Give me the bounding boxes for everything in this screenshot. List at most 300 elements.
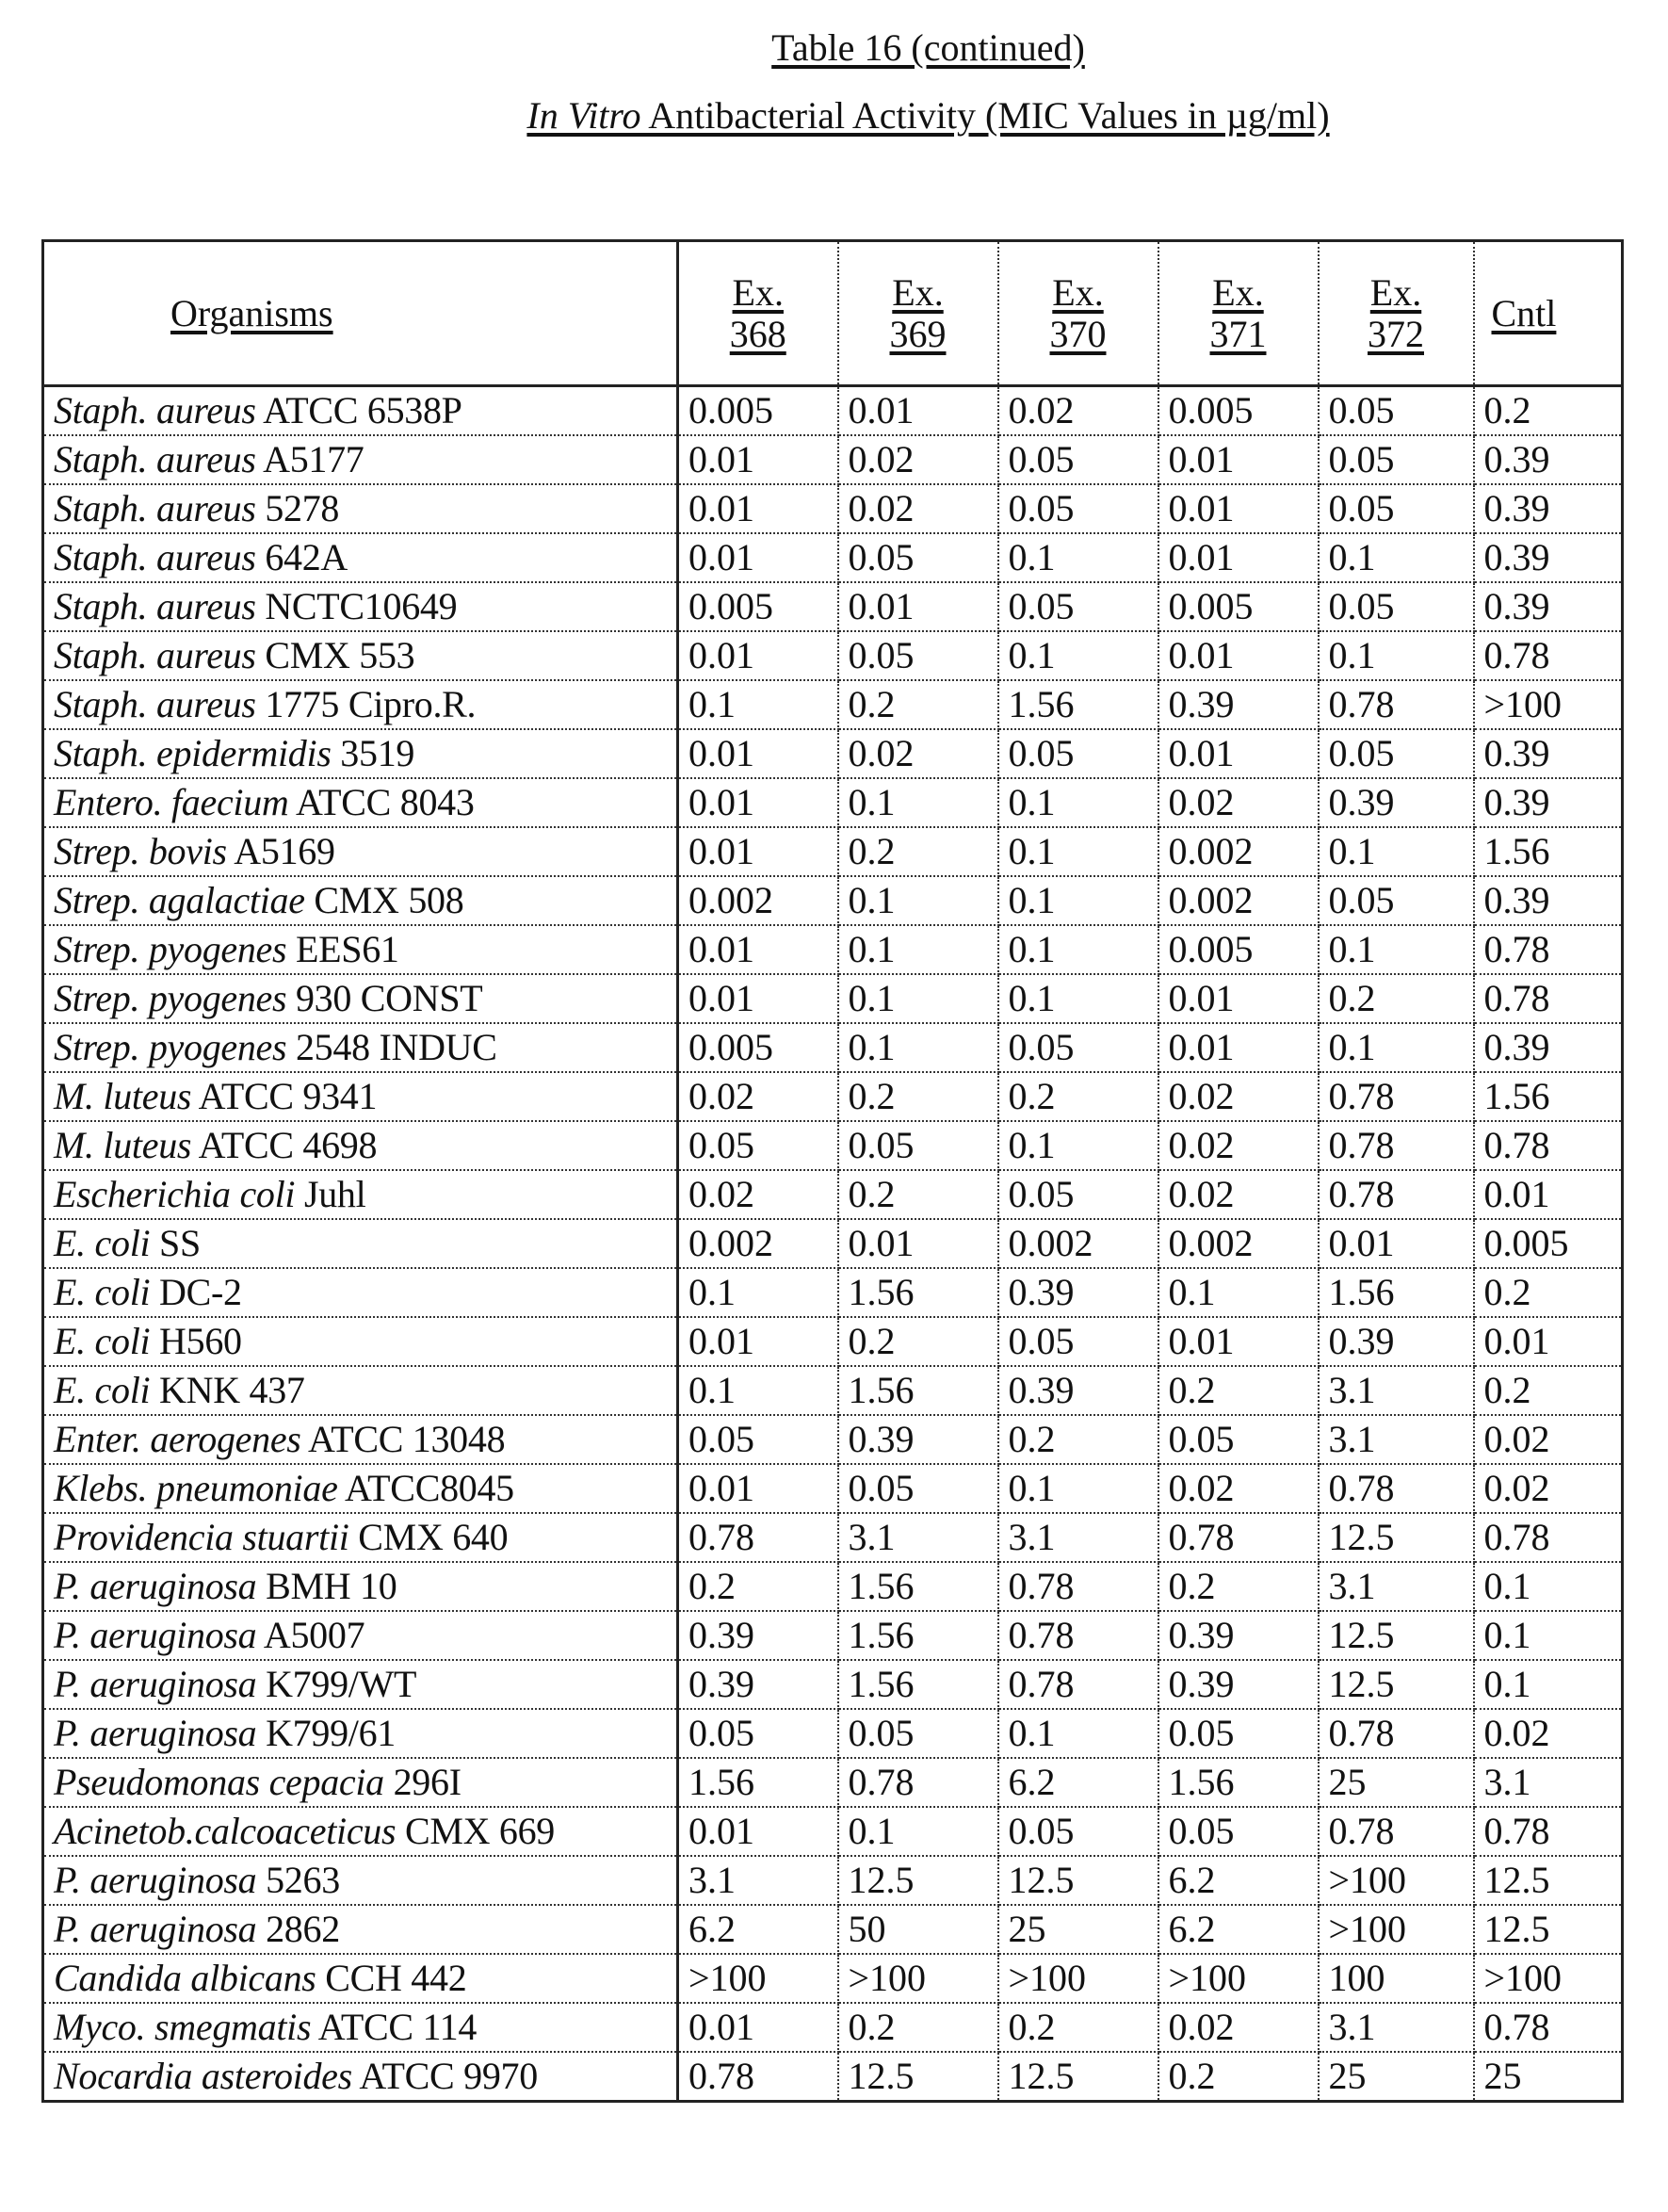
organism-genus: P. aeruginosa (54, 1712, 256, 1754)
mic-value-cell: 0.005 (1474, 1219, 1623, 1268)
mic-value-cell: 0.78 (838, 1758, 998, 1807)
table-row (43, 1954, 1623, 2003)
organism-strain: ATCC 9341 (191, 1075, 377, 1117)
organism-cell (43, 1023, 678, 1072)
organism-cell (43, 1562, 678, 1611)
mic-value-cell: 0.1 (838, 876, 998, 925)
mic-value-cell: 0.1 (1319, 1023, 1474, 1072)
column-header (998, 241, 1158, 386)
mic-value-cell: 0.1 (998, 1464, 1158, 1513)
organism-strain: DC-2 (150, 1271, 241, 1313)
mic-value-cell: 0.05 (998, 1807, 1158, 1856)
organism-strain: ATCC 8043 (289, 781, 475, 823)
mic-value-cell: 1.56 (998, 680, 1158, 729)
organism-genus: P. aeruginosa (54, 1663, 256, 1705)
mic-value-cell: 0.01 (1158, 631, 1319, 680)
mic-value-cell: 0.005 (678, 582, 838, 631)
organism-genus: E. coli (54, 1271, 150, 1313)
table-row (43, 1317, 1623, 1366)
mic-value-cell: 12.5 (998, 1856, 1158, 1905)
table-row (43, 1366, 1623, 1415)
table-row (43, 1905, 1623, 1954)
organism-genus: Acinetob.calcoaceticus (54, 1810, 396, 1852)
table-number-title: Table 16 (continued) (0, 24, 1668, 72)
mic-value-cell: 0.05 (1319, 582, 1474, 631)
column-header-label: Ex. (1052, 271, 1103, 314)
mic-value-cell: 0.1 (998, 778, 1158, 827)
mic-value-cell: >100 (998, 1954, 1158, 2003)
mic-value-cell: 25 (1319, 1758, 1474, 1807)
mic-value-cell: >100 (1474, 1954, 1623, 2003)
organism-cell (43, 1905, 678, 1954)
organism-strain: ATCC 9970 (352, 2055, 538, 2097)
mic-value-cell: 0.02 (678, 1170, 838, 1219)
table-row (43, 1415, 1623, 1464)
organism-strain: ATCC8045 (338, 1467, 514, 1509)
organism-strain: KNK 437 (150, 1369, 304, 1411)
table-row (43, 1660, 1623, 1709)
mic-value-cell: 0.78 (1319, 680, 1474, 729)
organism-genus: P. aeruginosa (54, 1565, 256, 1607)
column-header-label: Ex. (733, 271, 784, 314)
mic-value-cell: 0.78 (1319, 1072, 1474, 1121)
mic-value-cell: 0.01 (1158, 1317, 1319, 1366)
mic-value-cell: 0.01 (678, 729, 838, 778)
mic-value-cell: 0.02 (838, 729, 998, 778)
mic-value-cell: 0.02 (838, 484, 998, 533)
mic-value-cell: 0.05 (838, 533, 998, 582)
table-row (43, 827, 1623, 876)
mic-value-cell: 0.39 (1474, 729, 1623, 778)
organism-cell (43, 1317, 678, 1366)
organism-strain: A5007 (256, 1614, 364, 1656)
organism-genus: Strep. pyogenes (54, 1026, 286, 1068)
mic-value-cell: 0.2 (998, 1415, 1158, 1464)
organism-strain: 3519 (332, 732, 415, 774)
organism-cell (43, 631, 678, 680)
mic-value-cell: 0.005 (678, 386, 838, 436)
mic-value-cell: 0.1 (998, 1121, 1158, 1170)
mic-value-cell: 0.01 (1158, 484, 1319, 533)
table-row (43, 1072, 1623, 1121)
table-row (43, 1758, 1623, 1807)
mic-value-cell: 0.1 (1319, 925, 1474, 974)
organism-cell (43, 435, 678, 484)
organism-cell (43, 1268, 678, 1317)
organism-genus: Strep. pyogenes (54, 977, 286, 1019)
mic-value-cell: 0.2 (838, 1072, 998, 1121)
organism-strain: 930 CONST (286, 977, 482, 1019)
mic-value-cell: 0.05 (998, 1170, 1158, 1219)
organism-cell (43, 729, 678, 778)
organism-cell (43, 1219, 678, 1268)
organism-strain: K799/61 (256, 1712, 396, 1754)
organism-strain: A5169 (227, 830, 335, 872)
mic-value-cell: 0.05 (998, 435, 1158, 484)
organism-strain: ATCC 4698 (191, 1124, 377, 1166)
mic-value-cell: >100 (838, 1954, 998, 2003)
organism-genus: Providencia stuartii (54, 1516, 349, 1558)
mic-value-cell: 0.01 (1319, 1219, 1474, 1268)
mic-value-cell: 0.02 (1158, 778, 1319, 827)
mic-value-cell: 0.05 (1319, 435, 1474, 484)
mic-value-cell: 0.78 (1474, 1807, 1623, 1856)
mic-value-cell: 0.39 (1158, 1611, 1319, 1660)
mic-value-cell: 0.01 (838, 386, 998, 436)
mic-value-cell: 0.01 (678, 974, 838, 1023)
organism-cell (43, 2003, 678, 2052)
mic-value-cell: 0.01 (838, 582, 998, 631)
mic-value-cell: 3.1 (838, 1513, 998, 1562)
mic-value-cell: 0.05 (1158, 1415, 1319, 1464)
mic-value-cell: 0.05 (1319, 876, 1474, 925)
mic-value-cell: 0.01 (678, 827, 838, 876)
mic-value-cell: 0.1 (838, 925, 998, 974)
column-header (678, 241, 838, 386)
mic-value-cell: 0.05 (838, 1121, 998, 1170)
organism-strain: 2862 (256, 1908, 340, 1950)
mic-value-cell: 0.1 (998, 1709, 1158, 1758)
mic-value-cell: 0.05 (1319, 484, 1474, 533)
mic-value-cell: 0.02 (1158, 1121, 1319, 1170)
organism-genus: M. luteus (54, 1075, 191, 1117)
mic-value-cell: 0.1 (1319, 631, 1474, 680)
mic-value-cell: 0.02 (1474, 1415, 1623, 1464)
mic-value-cell: 0.05 (998, 484, 1158, 533)
organism-cell (43, 484, 678, 533)
mic-value-cell: 12.5 (1474, 1856, 1623, 1905)
mic-value-cell: 0.1 (678, 1366, 838, 1415)
column-header-number: 369 (890, 313, 947, 355)
organism-strain: 296I (384, 1761, 462, 1803)
column-header (1319, 241, 1474, 386)
mic-value-cell: 0.005 (1158, 582, 1319, 631)
table-row (43, 1170, 1623, 1219)
table-row (43, 1807, 1623, 1856)
mic-value-cell: 0.2 (998, 2003, 1158, 2052)
column-header-number: 372 (1368, 313, 1424, 355)
mic-value-cell: 0.05 (998, 1317, 1158, 1366)
mic-value-cell: 0.1 (998, 533, 1158, 582)
column-header (1158, 241, 1319, 386)
table-caption (0, 24, 1668, 139)
mic-value-cell: 1.56 (1474, 1072, 1623, 1121)
mic-value-cell: 0.002 (998, 1219, 1158, 1268)
mic-value-cell: 0.01 (678, 778, 838, 827)
organism-strain: ATCC 6538P (256, 389, 462, 431)
column-header (1474, 241, 1623, 386)
mic-value-cell: 0.1 (998, 631, 1158, 680)
mic-value-cell: 0.78 (1474, 1513, 1623, 1562)
organism-genus: Escherichia coli (54, 1173, 295, 1215)
mic-value-cell: 0.01 (1158, 729, 1319, 778)
organism-genus: Staph. epidermidis (54, 732, 332, 774)
organism-genus: P. aeruginosa (54, 1859, 256, 1901)
mic-value-cell: 3.1 (1319, 1562, 1474, 1611)
mic-value-cell: >100 (1319, 1905, 1474, 1954)
column-header-label: Ex. (1212, 271, 1263, 314)
mic-value-cell: 0.01 (678, 533, 838, 582)
mic-value-cell: 0.01 (838, 1219, 998, 1268)
organism-genus: Enter. aerogenes (54, 1418, 301, 1460)
mic-value-cell: 1.56 (1158, 1758, 1319, 1807)
mic-value-cell: >100 (1158, 1954, 1319, 2003)
mic-value-cell: 0.005 (678, 1023, 838, 1072)
mic-value-cell: 0.1 (1319, 533, 1474, 582)
organism-strain: CMX 508 (305, 879, 464, 921)
organism-cell (43, 1170, 678, 1219)
organism-genus: E. coli (54, 1320, 150, 1362)
mic-value-cell: 12.5 (1319, 1660, 1474, 1709)
mic-value-cell: 0.05 (678, 1709, 838, 1758)
organism-genus: Entero. faecium (54, 781, 289, 823)
mic-value-cell: >100 (1319, 1856, 1474, 1905)
organism-genus: P. aeruginosa (54, 1908, 256, 1950)
mic-value-cell: 12.5 (838, 1856, 998, 1905)
column-header-label: Cntl (1492, 292, 1557, 334)
mic-value-cell: 0.1 (838, 1023, 998, 1072)
table-row (43, 2003, 1623, 2052)
mic-value-cell: 0.01 (678, 2003, 838, 2052)
mic-value-cell: 0.78 (1474, 1121, 1623, 1170)
mic-value-cell: 0.78 (1319, 1807, 1474, 1856)
mic-value-cell: 0.39 (1474, 582, 1623, 631)
organism-strain: SS (150, 1222, 201, 1264)
mic-value-cell: 0.39 (838, 1415, 998, 1464)
mic-value-cell: 0.1 (998, 974, 1158, 1023)
mic-value-cell: 0.78 (998, 1562, 1158, 1611)
table-row (43, 2052, 1623, 2102)
table-row (43, 484, 1623, 533)
mic-value-cell: 0.01 (678, 1807, 838, 1856)
mic-value-cell: 0.2 (838, 2003, 998, 2052)
mic-value-cell: 0.78 (678, 2052, 838, 2102)
organism-strain: CMX 553 (256, 634, 415, 676)
table-row (43, 1856, 1623, 1905)
mic-value-cell: 0.39 (1474, 533, 1623, 582)
mic-value-cell: 0.1 (838, 974, 998, 1023)
mic-value-cell: 0.78 (1319, 1170, 1474, 1219)
organism-cell (43, 925, 678, 974)
mic-value-cell: 0.1 (678, 1268, 838, 1317)
organism-strain: ATCC 13048 (301, 1418, 506, 1460)
mic-value-cell: 0.1 (998, 925, 1158, 974)
mic-value-cell: 0.02 (1158, 1464, 1319, 1513)
organism-genus: Nocardia asteroides (54, 2055, 352, 2097)
mic-value-cell: 0.1 (678, 680, 838, 729)
mic-value-cell: 0.01 (1158, 435, 1319, 484)
mic-value-cell: 0.78 (1319, 1464, 1474, 1513)
mic-value-cell: 0.2 (1474, 386, 1623, 436)
organism-cell (43, 582, 678, 631)
mic-value-cell: 6.2 (678, 1905, 838, 1954)
mic-value-cell: 0.01 (678, 1464, 838, 1513)
mic-value-cell: 0.05 (1319, 729, 1474, 778)
table-row (43, 631, 1623, 680)
mic-value-cell: 25 (998, 1905, 1158, 1954)
mic-value-cell: 0.1 (1474, 1660, 1623, 1709)
mic-value-cell: 1.56 (838, 1660, 998, 1709)
mic-value-cell: 12.5 (838, 2052, 998, 2102)
organism-strain: H560 (150, 1320, 241, 1362)
mic-value-cell: 0.01 (1158, 974, 1319, 1023)
organism-genus: Klebs. pneumoniae (54, 1467, 338, 1509)
mic-value-cell: 0.78 (1474, 974, 1623, 1023)
column-header-label: Ex. (1370, 271, 1421, 314)
mic-value-cell: 0.78 (1474, 2003, 1623, 2052)
mic-value-cell: 0.02 (1158, 1170, 1319, 1219)
table-row (43, 582, 1623, 631)
mic-value-cell: 1.56 (1319, 1268, 1474, 1317)
organism-genus: M. luteus (54, 1124, 191, 1166)
organism-strain: 2548 INDUC (286, 1026, 496, 1068)
organism-genus: Staph. aureus (54, 634, 256, 676)
organism-strain: K799/WT (256, 1663, 416, 1705)
column-header-number: 368 (730, 313, 786, 355)
mic-value-cell: 0.01 (678, 925, 838, 974)
organism-cell (43, 1709, 678, 1758)
mic-value-cell: 0.1 (998, 827, 1158, 876)
mic-value-cell: 12.5 (1474, 1905, 1623, 1954)
organism-cell (43, 1856, 678, 1905)
mic-value-cell: 0.02 (678, 1072, 838, 1121)
organism-strain: NCTC10649 (256, 585, 458, 627)
organism-cell (43, 1121, 678, 1170)
organism-strain: ATCC 114 (311, 2006, 477, 2048)
organism-cell (43, 1464, 678, 1513)
mic-value-cell: 0.01 (1474, 1317, 1623, 1366)
organism-genus: Candida albicans (54, 1957, 316, 1999)
organism-genus: Staph. aureus (54, 536, 256, 578)
mic-value-cell: 0.02 (1474, 1709, 1623, 1758)
mic-value-cell: 0.2 (838, 1317, 998, 1366)
mic-value-cell: 1.56 (838, 1611, 998, 1660)
column-header (838, 241, 998, 386)
mic-value-cell: 0.39 (998, 1366, 1158, 1415)
mic-value-cell: 0.002 (678, 1219, 838, 1268)
organism-cell (43, 1758, 678, 1807)
organism-cell (43, 680, 678, 729)
organism-strain: 5278 (256, 487, 340, 529)
mic-value-cell: 0.05 (1158, 1807, 1319, 1856)
mic-value-cell: 3.1 (1319, 1366, 1474, 1415)
mic-value-cell: 0.1 (1158, 1268, 1319, 1317)
table-row (43, 1611, 1623, 1660)
mic-value-cell: 25 (1474, 2052, 1623, 2102)
organism-cell (43, 827, 678, 876)
organism-strain: CMX 640 (349, 1516, 509, 1558)
organism-strain: 5263 (256, 1859, 340, 1901)
mic-value-cell: 0.02 (1474, 1464, 1623, 1513)
column-header-number: 370 (1050, 313, 1107, 355)
mic-value-cell: 0.78 (1474, 925, 1623, 974)
organism-cell (43, 1807, 678, 1856)
table-row (43, 386, 1623, 436)
table-row (43, 1709, 1623, 1758)
mic-value-cell: 0.005 (1158, 925, 1319, 974)
mic-table (41, 239, 1624, 2103)
mic-value-cell: 0.05 (838, 1464, 998, 1513)
mic-value-cell: 0.39 (678, 1611, 838, 1660)
mic-value-cell: 0.2 (1158, 1562, 1319, 1611)
mic-value-cell: 0.01 (678, 1317, 838, 1366)
organism-genus: Staph. aureus (54, 389, 256, 431)
table-row (43, 974, 1623, 1023)
mic-value-cell: 3.1 (1474, 1758, 1623, 1807)
table-row (43, 1268, 1623, 1317)
header-row (43, 241, 1623, 386)
organism-cell (43, 1513, 678, 1562)
organism-strain: CCH 442 (316, 1957, 467, 1999)
organism-genus: E. coli (54, 1222, 150, 1264)
mic-value-cell: 0.1 (998, 876, 1158, 925)
mic-value-cell: 0.2 (678, 1562, 838, 1611)
mic-value-cell: 0.78 (998, 1611, 1158, 1660)
organism-strain: 1775 Cipro.R. (256, 683, 477, 725)
mic-value-cell: 0.01 (1158, 1023, 1319, 1072)
table-row (43, 680, 1623, 729)
organism-strain: BMH 10 (256, 1565, 397, 1607)
organism-genus: Pseudomonas cepacia (54, 1761, 384, 1803)
mic-value-cell: 0.1 (838, 1807, 998, 1856)
mic-value-cell: 0.39 (1319, 778, 1474, 827)
table-row (43, 925, 1623, 974)
mic-value-cell: 0.01 (678, 631, 838, 680)
mic-value-cell: 12.5 (1319, 1611, 1474, 1660)
table-row (43, 729, 1623, 778)
mic-value-cell: 0.05 (998, 1023, 1158, 1072)
mic-value-cell: 0.02 (838, 435, 998, 484)
mic-value-cell: >100 (1474, 680, 1623, 729)
mic-value-cell: 1.56 (678, 1758, 838, 1807)
table-row (43, 1513, 1623, 1562)
organism-strain: 642A (256, 536, 348, 578)
mic-value-cell: 0.05 (1319, 386, 1474, 436)
mic-value-cell: 0.05 (678, 1121, 838, 1170)
organism-cell (43, 974, 678, 1023)
table-row (43, 435, 1623, 484)
table-row (43, 876, 1623, 925)
mic-value-cell: 0.2 (1319, 974, 1474, 1023)
mic-value-cell: 3.1 (1319, 2003, 1474, 2052)
mic-value-cell: 100 (1319, 1954, 1474, 2003)
column-header-label: Ex. (892, 271, 943, 314)
mic-value-cell: 0.78 (1319, 1709, 1474, 1758)
organism-genus: Strep. agalactiae (54, 879, 305, 921)
organism-cell (43, 533, 678, 582)
mic-value-cell: 0.2 (838, 680, 998, 729)
organism-cell (43, 1415, 678, 1464)
mic-value-cell: 0.1 (1474, 1562, 1623, 1611)
mic-value-cell: 1.56 (838, 1562, 998, 1611)
organism-genus: Staph. aureus (54, 585, 256, 627)
mic-value-cell: 0.78 (1319, 1121, 1474, 1170)
mic-value-cell: 0.2 (1158, 2052, 1319, 2102)
mic-value-cell: 6.2 (1158, 1905, 1319, 1954)
mic-value-cell: 0.2 (838, 1170, 998, 1219)
mic-value-cell: 0.39 (1474, 435, 1623, 484)
mic-value-cell: 0.1 (1474, 1611, 1623, 1660)
mic-value-cell: 0.2 (838, 827, 998, 876)
mic-value-cell: 0.002 (1158, 827, 1319, 876)
mic-value-cell: 1.56 (838, 1366, 998, 1415)
mic-value-cell: 0.78 (1158, 1513, 1319, 1562)
mic-value-cell: 25 (1319, 2052, 1474, 2102)
mic-value-cell: 0.39 (1158, 680, 1319, 729)
mic-value-cell: 1.56 (1474, 827, 1623, 876)
mic-value-cell: 3.1 (1319, 1415, 1474, 1464)
organism-genus: Strep. pyogenes (54, 928, 286, 970)
